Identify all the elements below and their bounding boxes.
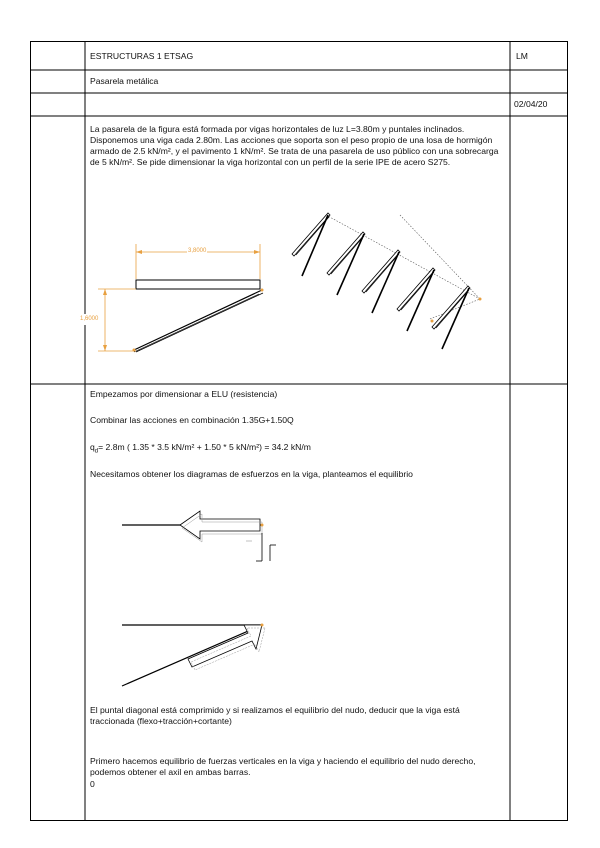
solution-line-2: Combinar las acciones en combinación 1.35G+1.50Q <box>90 415 294 425</box>
subject-title: Pasarela metálica <box>90 76 159 86</box>
qd-subscript: d <box>94 448 99 455</box>
date: 02/04/20 <box>514 99 548 109</box>
solution-line-5: El puntal diagonal está comprimido y si realizamos el equilibrio del nudo, deducir que la viga está traccionada (flexo+tracción+cortante) <box>90 705 460 726</box>
qd-expression: = 2.8m ( 1.35 * 3.5 kN/m² + 1.50 * 5 kN/m²) = 34.2 kN/m <box>98 442 311 452</box>
strut-line-2 <box>122 625 262 686</box>
height-dimension-label: 1,6000 <box>80 314 98 325</box>
design-load-formula: $q_d= 2.8m$ ( 1.35 * 3.5 kN/m² + 1.50 * 5 kN/m²) = 34.2 kN/m <box>90 442 311 455</box>
solution-line-1: Empezamos por dimensionar a ELU (resistencia) <box>90 389 278 399</box>
course-title: ESTRUCTURAS 1 ETSAG <box>90 51 194 61</box>
solution-line-4: Necesitamos obtener los diagramas de esfuerzos en la viga, planteamos el equilibrio <box>90 469 413 479</box>
author-initials: LM <box>516 51 528 61</box>
span-dimension-label: 3,8000 <box>187 246 207 257</box>
problem-statement: La pasarela de la figura está formada por vigas horizontales de luz L=3.80m y puntales inclinados. Disponemos una viga cada 2.80m. Las acciones que soporta son el peso propio de una losa de hormigón armado de 2.5 kN/m², y el pavimento 1 kN/m². Se trata de una pasarela de uso público con una sobrecarga de 5 kN/m². Se pide dimensionar la viga horizontal con un perfil de la serie IPE de acero S275. <box>90 124 499 167</box>
solution-line-6: Primero hacemos equilibrio de fuerzas verticales en la viga y haciendo el equilibrio del nudo derecho, podemos obtener el axil en ambas barras. <box>90 756 476 777</box>
worksheet <box>30 41 568 821</box>
solution-line-7: 0 <box>90 779 95 789</box>
equilibrium-figure-2 <box>30 41 568 821</box>
